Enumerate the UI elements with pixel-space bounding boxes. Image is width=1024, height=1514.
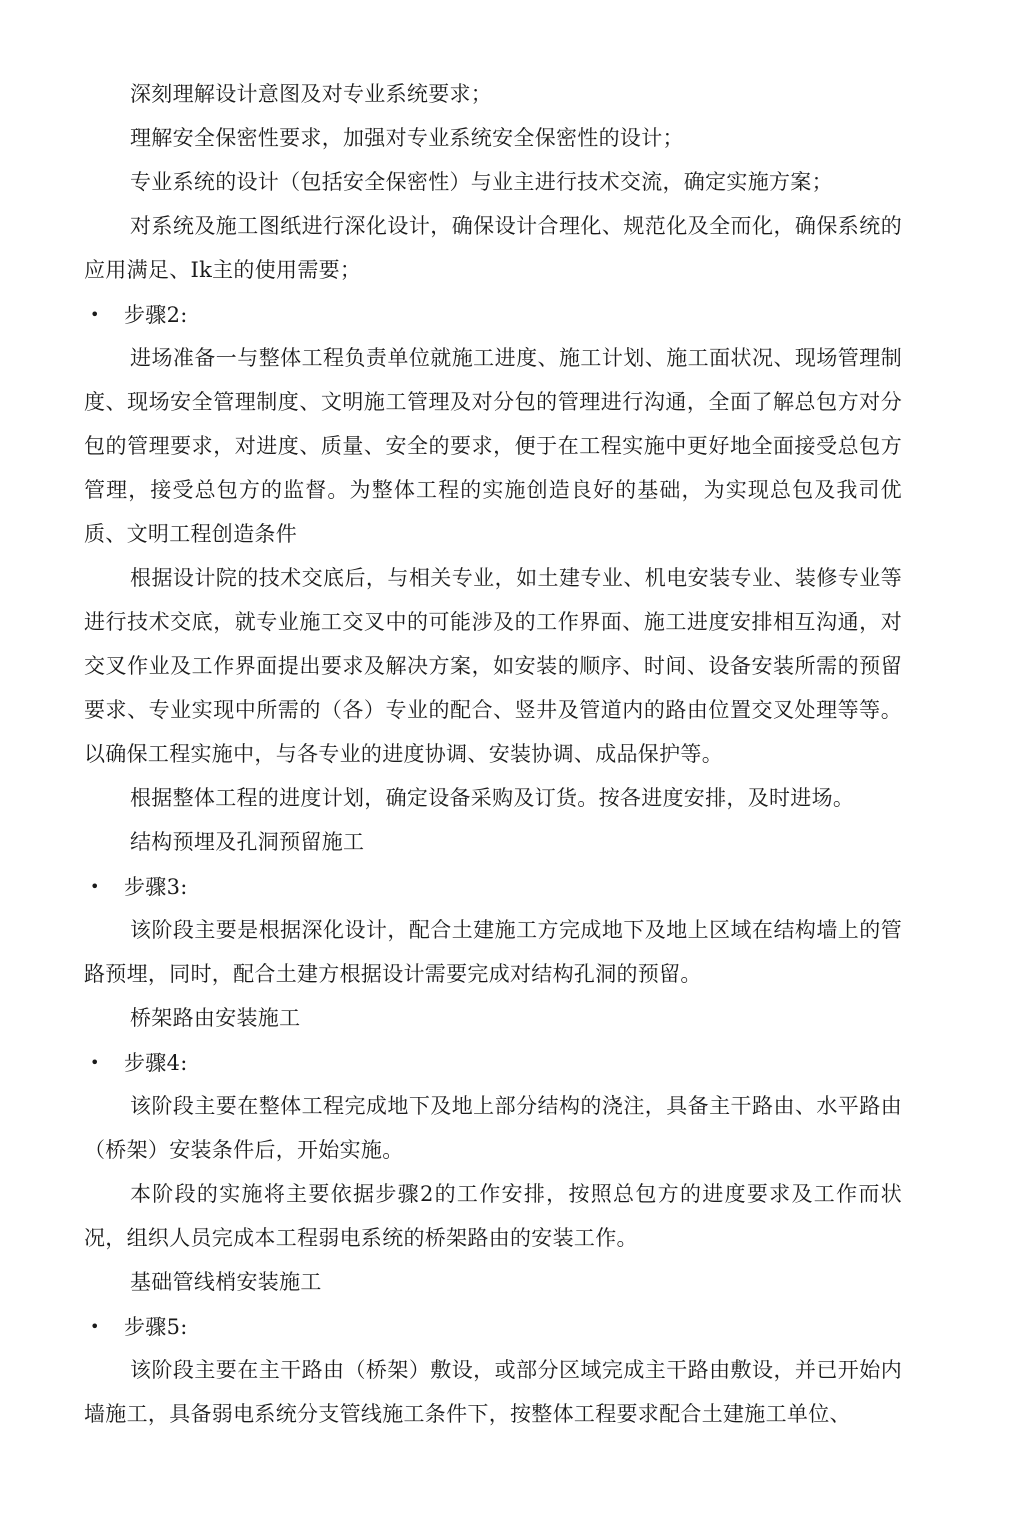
step-2-heading: [84, 292, 902, 336]
step-3-heading: [84, 864, 902, 908]
paragraph-bridge-installation: 桥架路由安装施工: [130, 1006, 301, 1030]
bullet-icon: •: [90, 876, 100, 896]
step-4-label: 步骤4:: [124, 1051, 188, 1075]
paragraph-deepening-design: 对系统及施工图纸进行深化设计，确保设计合理化、规范化及全而化，确保系统的应用满足、Ik主的使用需要；: [84, 214, 902, 282]
bullet-icon: •: [90, 304, 100, 324]
step-4-heading: [84, 1040, 902, 1084]
paragraph-procurement: 根据整体工程的进度计划，确定设备采购及订货。按各进度安排，及时进场。: [130, 786, 855, 810]
paragraph-technical-exchange: 专业系统的设计（包括安全保密性）与业主进行技术交流，确定实施方案；: [130, 170, 833, 194]
paragraph-pipeline-installation: 基础管线梢安装施工: [130, 1270, 322, 1294]
paragraph-structure-embedding: 结构预埋及孔洞预留施工: [130, 830, 365, 854]
bullet-icon: •: [90, 1316, 100, 1336]
step-5-label: 步骤5:: [124, 1315, 188, 1339]
bullet-icon: •: [90, 1052, 100, 1072]
paragraph-step-4-description: 该阶段主要在整体工程完成地下及地上部分结构的浇注，具备主干路由、水平路由（桥架）安装条件后，开始实施。: [84, 1094, 902, 1162]
paragraph-step-5-description: 该阶段主要在主干路由（桥架）敷设，或部分区域完成主干路由敷设，并已开始内墙施工，具备弱电系统分支管线施工条件下，按整体工程要求配合土建施工单位、: [84, 1358, 902, 1426]
paragraph-step-4-arrangement: 本阶段的实施将主要依据步骤2的工作安排，按照总包方的进度要求及工作而状况，组织人员完成本工程弱电系统的桥架路由的安装工作。: [84, 1182, 902, 1250]
paragraph-step-3-description: 该阶段主要是根据深化设计，配合土建施工方完成地下及地上区域在结构墙上的管路预埋，同时，配合土建方根据设计需要完成对结构孔洞的预留。: [84, 918, 902, 986]
paragraph-security-requirements: 理解安全保密性要求，加强对专业系统安全保密性的设计；: [130, 126, 684, 150]
step-3-label: 步骤3:: [124, 875, 188, 899]
step-2-label: 步骤2:: [124, 303, 188, 327]
paragraph-site-preparation: 进场准备一与整体工程负责单位就施工进度、施工计划、施工面状况、现场管理制度、现场安全管理制度、文明施工管理及对分包的管理进行沟通，全面了解总包方对分包的管理要求，对进度、质量、安全的要求，便于在工程实施中更好地全面接受总包方管理，接受总包方的监督。为整体工程的实施创造良好的基础，为实现总包及我司优质、文明工程创造条件: [84, 346, 902, 546]
step-5-heading: [84, 1304, 902, 1348]
paragraph-design-intent: 深刻理解设计意图及对专业系统要求；: [130, 82, 493, 106]
document-body: [84, 72, 902, 1436]
paragraph-technical-briefing: 根据设计院的技术交底后，与相关专业，如土建专业、机电安装专业、装修专业等进行技术交底，就专业施工交叉中的可能涉及的工作界面、施工进度安排相互沟通，对交叉作业及工作界面提出要求及解决方案，如安装的顺序、时间、设备安装所需的预留要求、专业实现中所需的（各）专业的配合、竖井及管道内的路由位置交叉处理等等。以确保工程实施中，与各专业的进度协调、安装协调、成品保护等。: [84, 566, 902, 766]
